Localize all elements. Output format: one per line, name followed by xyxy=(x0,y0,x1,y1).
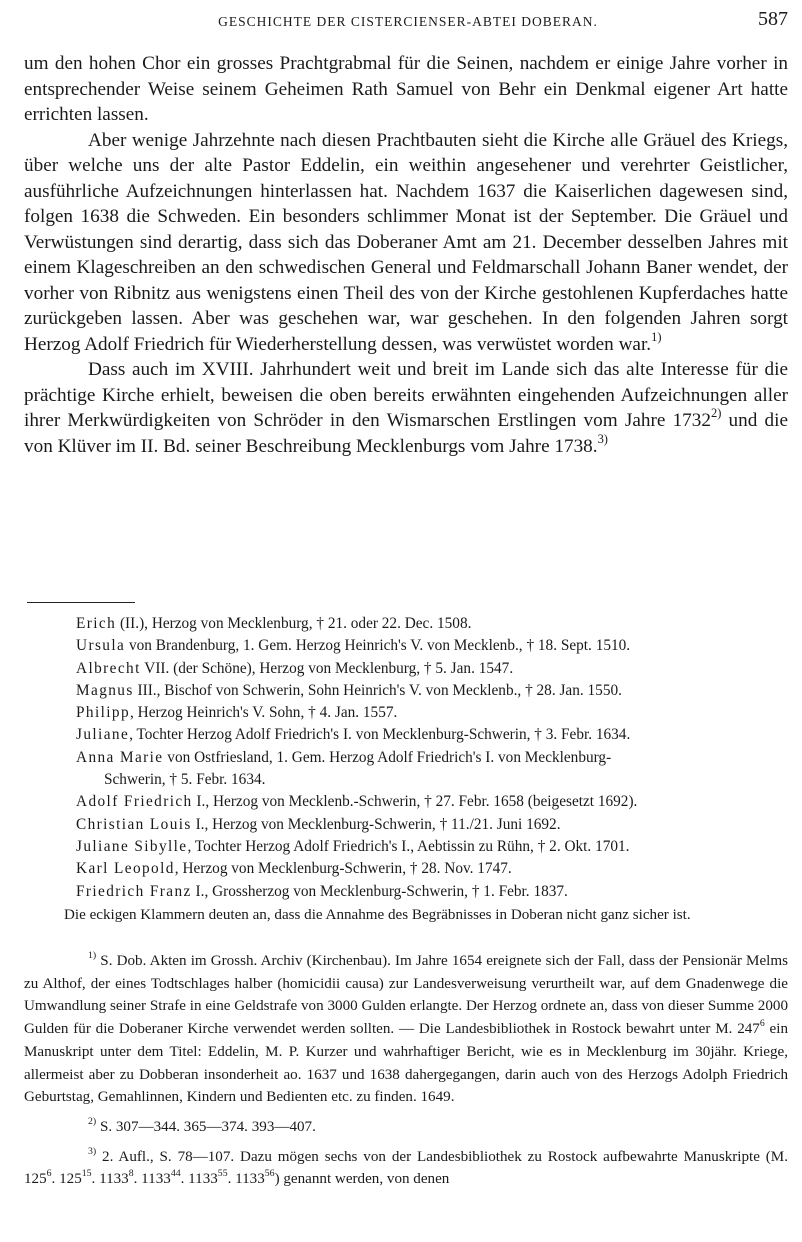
bracket-note: Die eckigen Klammern deuten an, dass die Annahme des Begräbnisses in Doberan nicht ganz sicher ist. xyxy=(64,906,691,923)
burial-name: Friedrich Franz xyxy=(76,882,192,900)
burial-name: Christian Louis xyxy=(76,815,192,833)
burial-name: Juliane Sibylle xyxy=(76,837,188,855)
footnote-superscript: 15 xyxy=(81,1168,92,1180)
burial-details: I., Herzog von Mecklenb.-Schwerin, † 27. Febr. 1658 (beigesetzt 1692). xyxy=(192,793,638,811)
footnote-text: 2. Aufl., S. 78—107. Dazu mögen sechs von der Landesbibliothek zu Rostock aufbewahrte Manuskripte (M. 125 xyxy=(24,1148,788,1188)
burial-entry xyxy=(24,747,788,792)
page-header xyxy=(28,6,788,36)
burial-name: Karl Leopold xyxy=(76,860,175,878)
burial-name: Magnus xyxy=(76,681,134,699)
burial-entry xyxy=(24,702,788,724)
paragraph-continuation xyxy=(24,51,788,128)
footnote-mark: 3) xyxy=(88,1145,97,1157)
footnote-superscript: 8 xyxy=(128,1168,134,1180)
burial-entry xyxy=(24,635,788,657)
burial-details: , Herzog von Mecklenburg-Schwerin, † 28. Nov. 1747. xyxy=(174,860,512,878)
footnote-ref-3: 3) xyxy=(597,431,608,446)
footnote-text: ein Manuskript unter dem Titel: Eddelin, M. P. Kurzer und wahrhaftiger Bericht, wie es in Mecklenburg im 30jähr. Kriege, allermeist aber zu Dobberan insonderheit ao. 1637 und 1638 dahergegangen, darin auch von des Herzogs Adolph Friedrich Geburtstag, Gemahlinnen, Kindern und Bedienten etc. zu finden. 1649. xyxy=(24,1021,788,1106)
footnote-superscript: 6 xyxy=(759,1018,765,1030)
burial-details: von Brandenburg, 1. Gem. Herzog Heinrich's V. von Mecklenb., † 18. Sept. 1510. xyxy=(125,637,631,655)
footnote-text: . 1133 xyxy=(180,1171,218,1188)
paragraph-1-text: um den hohen Chor ein grosses Prachtgrabmal für die Seinen, nachdem er einige Jahre vorher in entsprechender Weise seinem Geheimen Rath Samuel von Behr ein Denkmal eigener Art hatte errichten lassen. xyxy=(24,53,788,125)
footnote-superscript: 6 xyxy=(46,1168,52,1180)
footnote-ref-1: 1) xyxy=(651,329,662,344)
burial-details: I., Grossherzog von Mecklenburg-Schwerin, † 1. Febr. 1837. xyxy=(191,882,568,900)
footnote-mark: 1) xyxy=(88,950,97,961)
page-number: 587 xyxy=(758,8,788,30)
paragraph-3b-text: und die von Klüver im II. Bd. seiner Beschreibung Mecklenburgs vom Jahre 1738. xyxy=(24,410,788,457)
burial-name: Albrecht xyxy=(76,659,141,677)
burial-name: Philipp xyxy=(76,704,131,722)
burial-details: , Herzog Heinrich's V. Sohn, † 4. Jan. 1557. xyxy=(130,704,398,722)
burial-name: Anna Marie xyxy=(76,748,164,766)
burial-entry xyxy=(24,791,788,813)
paragraph-war xyxy=(24,128,788,358)
burial-name: Juliane xyxy=(76,726,130,744)
footnote-text: S. Dob. Akten im Grossh. Archiv (Kirchenbau). Im Jahre 1654 ereignete sich der Fall, dass der Pensionär Melms zu Althof, der eines Todtschlages halber (homicidii causa) zur Landesverweisung verurtheilt war, auf dem Gnadenwege die Umwandlung seiner Strafe in eine Geldstrafe von 3000 Gulden erlangte. Der Herzog ordnete an, dass von dieser Summe 2000 Gulden für die Doberaner Kirche verwendet werden sollten. — Die Landesbibliothek in Rostock bewahrt unter M. 247 xyxy=(24,953,788,1038)
burial-entry xyxy=(24,658,788,680)
footnote-text: . 1133 xyxy=(91,1171,129,1188)
footnote-2 xyxy=(24,1116,788,1139)
footnote-text: . 125 xyxy=(51,1171,82,1188)
footnote-text: S. 307—344. 365—374. 393—407. xyxy=(96,1118,316,1135)
footnote-3 xyxy=(24,1146,788,1191)
burial-entry xyxy=(24,680,788,702)
paragraph-2-text: Aber wenige Jahrzehnte nach diesen Prachtbauten sieht die Kirche alle Gräuel des Kriegs, über welche uns der alte Pastor Eddelin, ein weithin angesehener und verehrter Geistlicher, ausführliche Aufzeichnungen hinterlassen hat. Nachdem 1637 die Kaiserlichen dagewesen sind, folgen 1638 die Schweden. Ein besonders schlimmer Monat ist der September. Die Gräuel und Verwüstungen sind derartig, dass sich das Doberaner Amt am 21. December desselben Jahres mit einem Klageschreiben an den schwedischen General und Feldmarschall Johann Baner wendet, der vorher von Ribnitz aus wenigstens einen Theil des von der Kirche gestohlenen Kupferdaches hatte zurückgeben lassen. Aber was geschehen war, war geschehen. In den folgenden Jahren sorgt Herzog Adolf Friedrich für Wiederherstellung dessen, was verwüstet worden war. xyxy=(24,129,788,355)
footnote-text: . 1133 xyxy=(227,1171,265,1188)
burial-details: (II.), Herzog von Mecklenburg, † 21. oder 22. Dec. 1508. xyxy=(116,615,472,632)
burial-entry xyxy=(24,814,788,836)
burial-name: Ursula xyxy=(76,637,126,655)
burial-name: Erich xyxy=(76,615,117,632)
burial-entry xyxy=(24,724,788,746)
footnote-ref-2: 2) xyxy=(710,406,722,421)
footnote-mark: 2) xyxy=(88,1115,97,1127)
running-head: GESCHICHTE DER CISTERCIENSER-ABTEI DOBERAN. xyxy=(218,14,598,29)
paragraph-xviii xyxy=(24,357,788,459)
footnote-1 xyxy=(24,950,788,1109)
burial-entry xyxy=(24,881,788,903)
burial-list xyxy=(24,613,788,926)
footnote-text: . 1133 xyxy=(133,1171,171,1188)
burial-name: Adolf Friedrich xyxy=(76,793,193,811)
footnote-text: ) genannt werden, von denen xyxy=(274,1171,450,1188)
burial-entry xyxy=(24,858,788,880)
footnote-superscript: 44 xyxy=(170,1168,181,1180)
burial-details: , Tochter Herzog Adolf Friedrich's I. von Mecklenburg-Schwerin, † 3. Febr. 1634. xyxy=(129,726,631,744)
burial-details-continued: Schwerin, † 5. Febr. 1634. xyxy=(104,771,266,789)
burial-entry xyxy=(24,836,788,858)
burial-details: VII. (der Schöne), Herzog von Mecklenburg, † 5. Jan. 1547. xyxy=(140,659,514,677)
footnote-superscript: 55 xyxy=(217,1168,228,1180)
burial-details: , Tochter Herzog Adolf Friedrich's I., Aebtissin zu Rühn, † 2. Okt. 1701. xyxy=(187,837,630,855)
main-text xyxy=(24,51,788,459)
burial-entry xyxy=(24,613,788,635)
burial-details: von Ostfriesland, 1. Gem. Herzog Adolf Friedrich's I. von Mecklenburg- xyxy=(163,748,612,766)
separator-rule xyxy=(27,602,135,603)
footnote-superscript: 56 xyxy=(264,1168,275,1180)
burial-details: III., Bischof von Schwerin, Sohn Heinrich's V. von Mecklenb., † 28. Jan. 1550. xyxy=(133,681,622,699)
footnotes xyxy=(24,950,788,1198)
burial-details: I., Herzog von Mecklenburg-Schwerin, † 11./21. Juni 1692. xyxy=(191,815,561,833)
paragraph-3a-text: Dass auch im XVIII. Jahrhundert weit und breit im Lande sich das alte Interesse für die prächtige Kirche erhielt, beweisen die oben bereits erwähnten eingehenden Aufzeichnungen aller ihrer Merkwürdigkeiten von Schröder in den Wismarschen Erstlingen vom Jahre 1732 xyxy=(24,359,788,431)
